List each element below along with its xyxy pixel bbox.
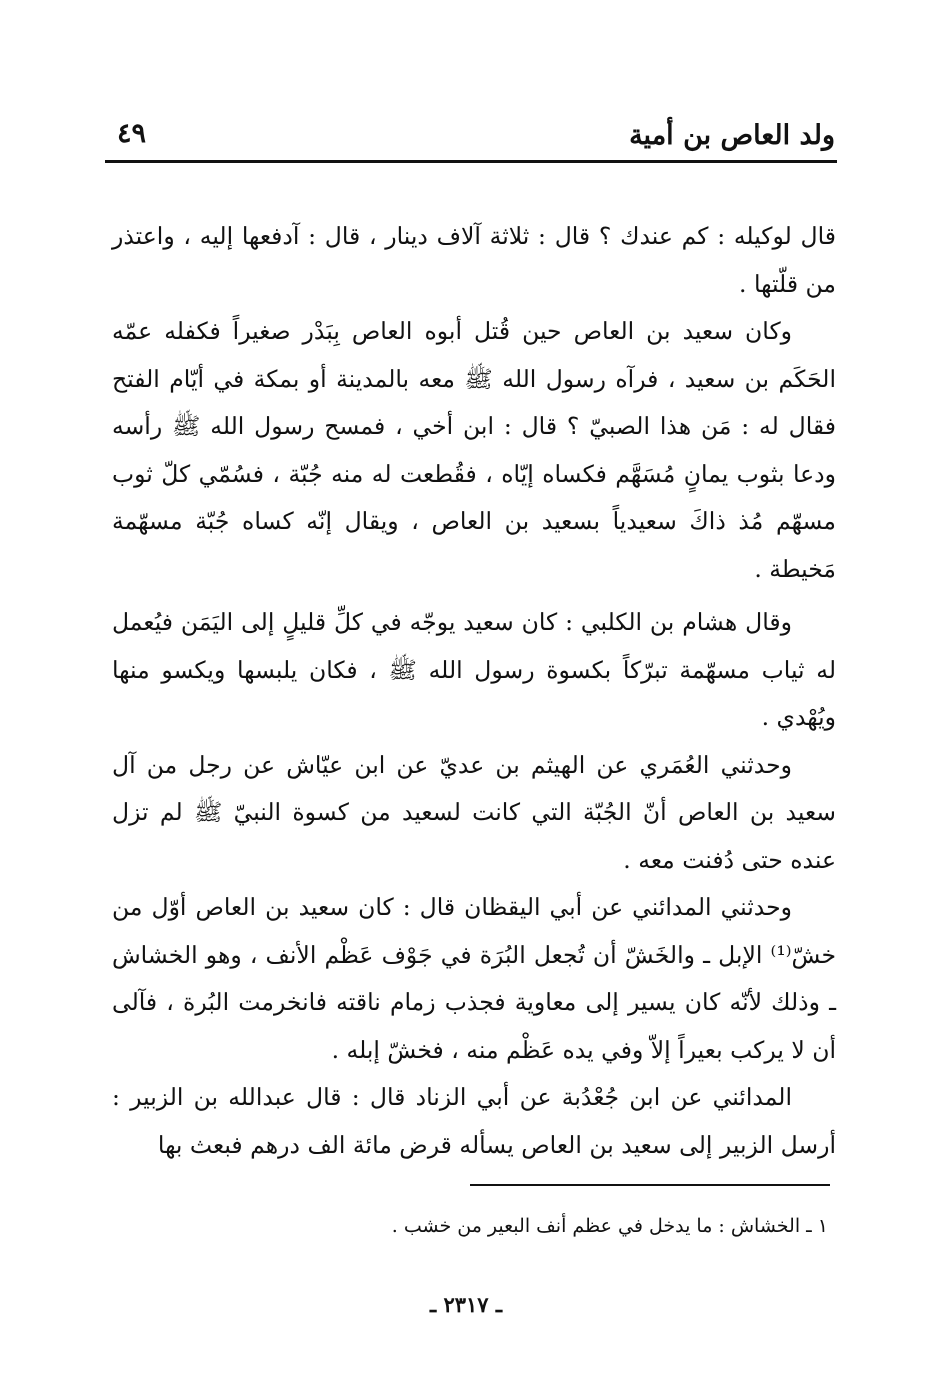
paragraph: وكان سعيد بن العاص حين قُتل أبوه العاص بِبَدْر صغيراً فكفله عمّه الحَكَم بن سعيد ، فرآه رسول الله ﷺ معه بالمدينة أو بمكة في أيّام الفتح فقال له : مَن هذا الصبيّ ؟ قال : ابن أخي ، فمسح رسول الله ﷺ رأسه ودعا بثوب يمانٍ مُسَهَّم فكساه إيّاه ، فقُطعت له منه جُبّة ، فسُمّي كلّ ثوب مسهّم مُذ ذاكَ سعيدياً بسعيد بن العاص ، ويقال إنّه كساه جُبّة مسهّمة مَخيطة . (112, 317, 836, 583)
paragraph: وحدثني العُمَري عن الهيثم بن عديّ عن ابن عيّاش عن رجل من آل سعيد بن العاص أنّ الجُبّة التي كانت لسعيد من كسوة النبيّ ﷺ لم تزل عنده حتى دُفنت معه . (112, 750, 836, 874)
paragraph: المدائني عن ابن جُعْدُبة عن أبي الزناد قال : قال عبدالله بن الزبير : أرسل الزبير إلى سعيد بن العاص يسأله قرض مائة الف درهم فبعث بها (112, 1083, 836, 1159)
paragraph: قال لوكيله : كم عندك ؟ قال : ثلاثة آلاف دينار ، قال : آدفعها إليه ، واعتذر من قلّتها . (112, 222, 836, 298)
main-text (112, 213, 836, 1169)
page-header (105, 112, 835, 164)
paragraph: وقال هشام بن الكلبي : كان سعيد يوجّه في كلِّ قليلٍ إلى اليَمَن فيُعمل له ثياب مسهّمة تبرّكاً بكسوة رسول الله ﷺ ، فكان يلبسها ويكسو منها ويُهْدي . (112, 608, 836, 731)
page-number-bottom: ـ ٢٣١٧ ـ (429, 1292, 503, 1317)
page-number-top: ٤٩ (117, 118, 147, 149)
footnote: ١ ـ الخشاش : ما يدخل في عظم أنف البعير من خشب . (391, 1215, 828, 1237)
running-title: ولد العاص بن أمية (629, 120, 835, 151)
footnote-rule (470, 1184, 830, 1186)
paragraph: وحدثني المدائني عن أبي اليقظان قال : كان سعيد بن العاص أوّل من خشّ⁽¹⁾ الإبل ـ والخَشّ أن تُجعل البُرَة في جَوْف عَظْم الأنف ، وهو الخشاش ـ وذلك لأنّه كان يسير إلى معاوية فجذب زمام ناقته فانخرمت البُرة ، فآلى أن لا يركب بعيراً إلاّ وفي يده عَظْم منه ، فخشّ إبله . (112, 893, 836, 1064)
header-rule (105, 160, 837, 163)
